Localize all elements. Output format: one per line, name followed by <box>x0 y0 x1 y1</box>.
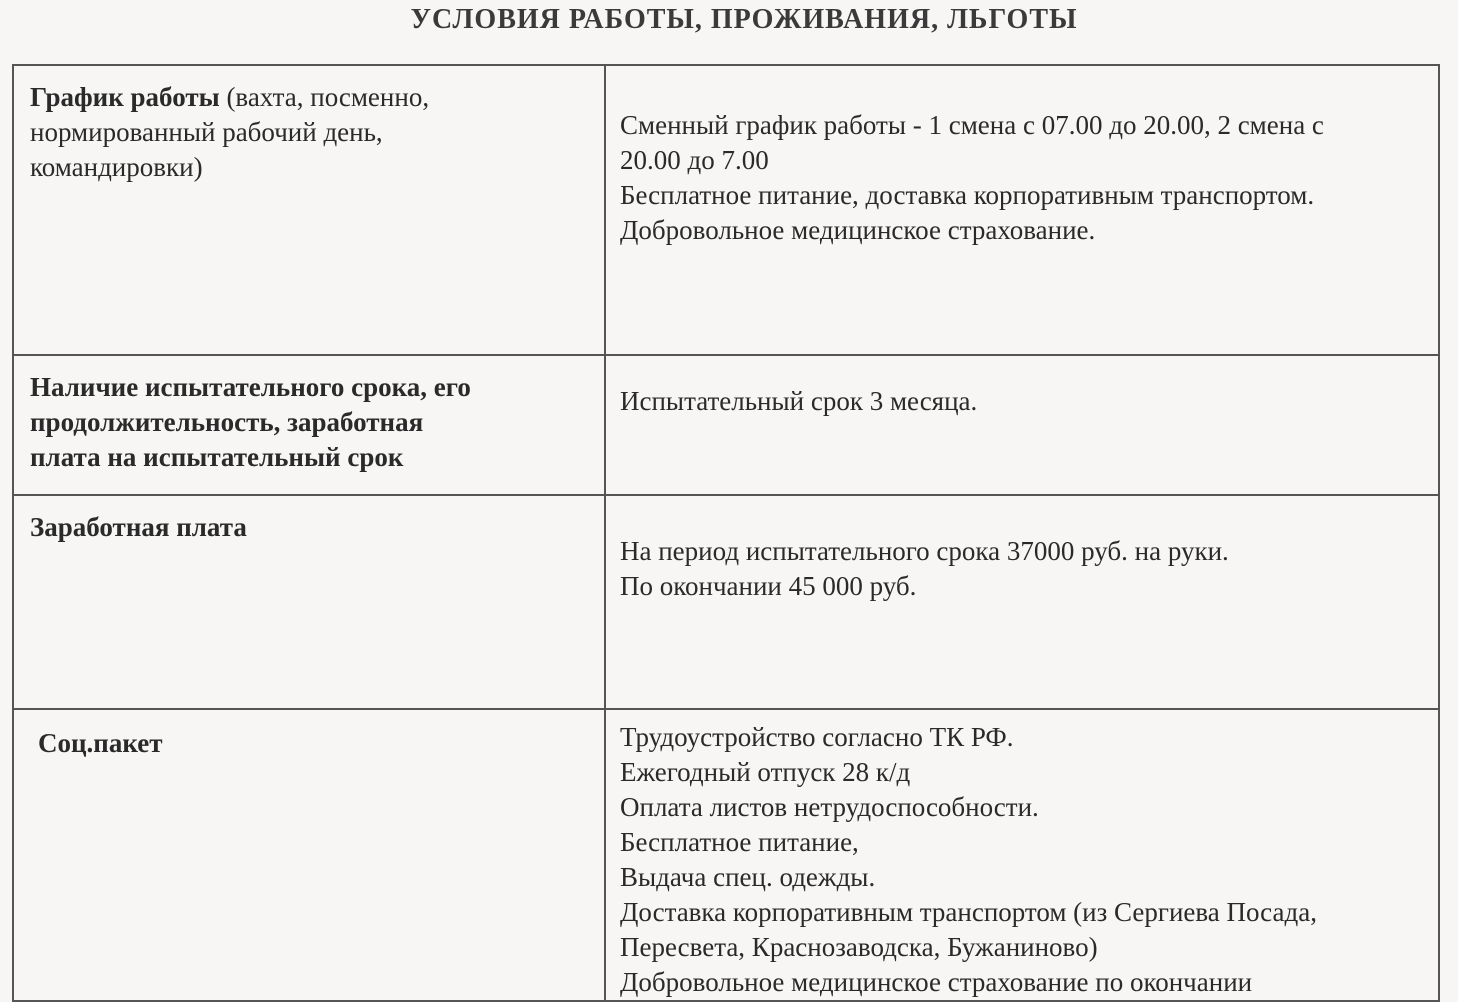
social-package-value-line: Доставка корпоративным транспортом (из Сергиева Посада, <box>620 897 1317 927</box>
probation-value-cell <box>605 355 1439 495</box>
social-package-value-line: Добровольное медицинское страхование по окончании <box>620 967 1253 997</box>
social-package-label-cell <box>13 709 605 1001</box>
social-package-value-line: Трудоустройство согласно ТК РФ. <box>620 722 1014 752</box>
schedule-label-bold: График работы <box>30 82 220 112</box>
page-title: УСЛОВИЯ РАБОТЫ, ПРОЖИВАНИЯ, ЛЬГОТЫ <box>410 4 1078 35</box>
schedule-label-cell <box>13 65 605 355</box>
schedule-value-line: Сменный график работы - 1 смена с 07.00 до 20.00, 2 смена с <box>620 110 1324 140</box>
table-row-salary <box>13 495 1439 709</box>
probation-label-line: продолжительность, заработная <box>30 407 424 437</box>
salary-value-cell <box>605 495 1439 709</box>
table-row-probation <box>13 355 1439 495</box>
schedule-value-cell <box>605 65 1439 355</box>
schedule-value-line: Бесплатное питание, доставка корпоративным транспортом. <box>620 180 1315 210</box>
schedule-label-text: нормированный рабочий день, <box>30 117 383 147</box>
schedule-value-line: Добровольное медицинское страхование. <box>620 215 1096 245</box>
probation-label-line: плата на испытательный срок <box>30 442 404 472</box>
social-package-label-line: Соц.пакет <box>38 728 163 758</box>
social-package-value-line: Пересвета, Краснозаводска, Бужаниново) <box>620 932 1098 962</box>
probation-value-line: Испытательный срок 3 месяца. <box>620 386 978 416</box>
social-package-value-line: Выдача спец. одежды. <box>620 862 876 892</box>
salary-label-cell <box>13 495 605 709</box>
salary-value-line: По окончании 45 000 руб. <box>620 571 917 601</box>
social-package-value-line: Бесплатное питание, <box>620 827 859 857</box>
social-package-value-line: Ежегодный отпуск 28 к/д <box>620 757 911 787</box>
social-package-value-line: Оплата листов нетрудоспособности. <box>620 792 1039 822</box>
salary-value-line: На период испытательного срока 37000 руб. на руки. <box>620 536 1229 566</box>
probation-label-cell <box>13 355 605 495</box>
table-row-social-package <box>13 709 1439 1001</box>
social-package-value-cell <box>605 709 1439 1001</box>
salary-label-line: Заработная плата <box>30 512 247 542</box>
schedule-value-line: 20.00 до 7.00 <box>620 145 769 175</box>
probation-label-line: Наличие испытательного срока, его <box>30 372 471 402</box>
table-row-schedule <box>13 65 1439 355</box>
schedule-label-text: (вахта, посменно, <box>219 82 430 112</box>
conditions-table <box>12 64 1440 1002</box>
schedule-label-text: командировки) <box>30 152 203 182</box>
